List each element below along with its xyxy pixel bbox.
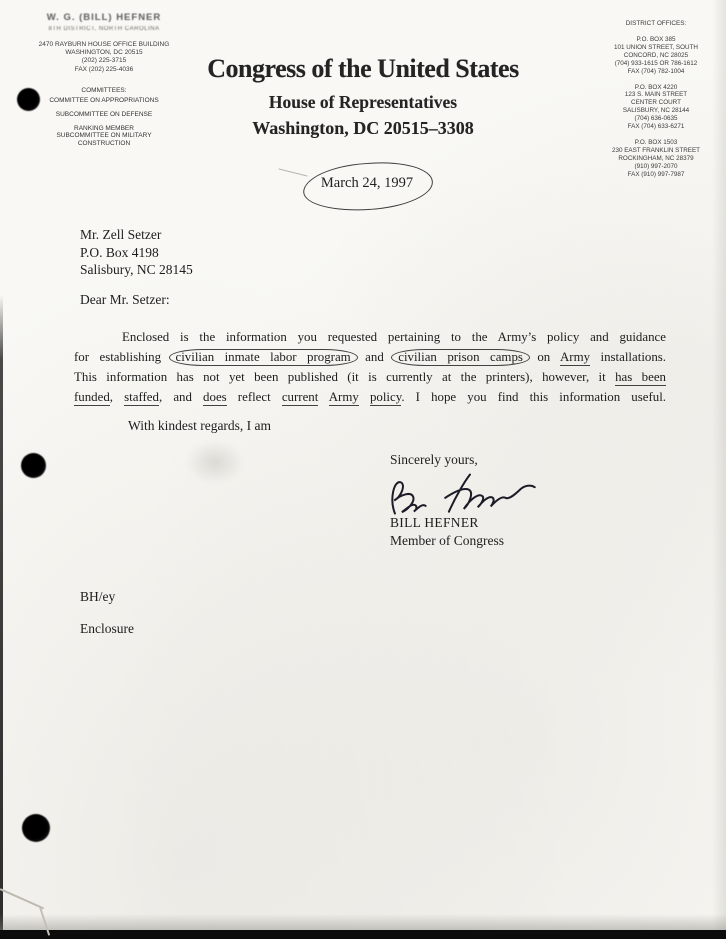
recipient-address — [80, 226, 193, 279]
body-line — [74, 327, 666, 347]
letter-date: March 24, 1997 — [320, 175, 414, 191]
member-district: 8TH DISTRICT, NORTH CAROLINA — [48, 26, 160, 32]
scan-bottom-shade — [0, 914, 726, 930]
district-office-concord — [592, 36, 720, 76]
committee-item: CONSTRUCTION — [77, 139, 131, 147]
office-line: CONCORD, NC 28025 — [623, 51, 689, 59]
office-line: (704) 636-0635 — [634, 115, 678, 123]
body-line — [74, 347, 666, 367]
address-line: WASHINGTON, DC 20515 — [65, 49, 143, 57]
body-text: installations. — [590, 350, 667, 364]
committees-heading: COMMITTEES: — [81, 86, 127, 94]
scan-bottom-edge — [0, 930, 726, 939]
date-block — [303, 163, 431, 208]
district-offices-heading: DISTRICT OFFICES: — [625, 20, 687, 27]
body-text: on — [526, 350, 560, 364]
body-text: for establishing — [74, 350, 172, 364]
office-line: (704) 933-1615 OR 786-1612 — [614, 59, 698, 67]
committee-item: SUBCOMMITTEE ON MILITARY — [56, 132, 152, 140]
enclosure-notation: Enclosure — [80, 621, 134, 636]
valediction: Sincerely yours, — [390, 452, 478, 467]
address-line: FAX (202) 225-4036 — [74, 65, 134, 73]
committees-list — [8, 87, 200, 148]
letterhead-right-column — [592, 20, 720, 179]
body-text: , — [109, 390, 125, 404]
body-line — [74, 387, 666, 407]
body-text: reflect — [226, 390, 282, 404]
punch-hole-middle — [21, 453, 46, 478]
regards-line: With kindest regards, I am — [128, 418, 272, 433]
body-text: Enclosed is the information you requested pertaining to the Army’s policy and guidance — [122, 330, 666, 344]
office-line: CENTER COURT — [631, 99, 681, 107]
body-text: . I hope you find this information useful. — [401, 390, 667, 404]
office-line: SALISBURY, NC 28144 — [622, 107, 690, 115]
recipient-line: P.O. Box 4198 — [80, 244, 159, 260]
scan-left-edge — [0, 295, 3, 939]
office-line: FAX (704) 782-1004 — [627, 67, 685, 75]
reference-initials: BH/ey — [80, 589, 116, 604]
committee-item: SUBCOMMITTEE ON DEFENSE — [55, 111, 153, 118]
pen-underlined-word: staffed — [124, 390, 159, 404]
office-line: P.O. BOX 4220 — [634, 83, 678, 91]
address-line: (202) 225-3715 — [81, 57, 127, 65]
body-text: , and — [158, 390, 204, 404]
letterhead-left-column — [8, 12, 200, 147]
letter-body — [74, 327, 666, 407]
masthead-address: Washington, DC 20515–3308 — [252, 118, 474, 138]
district-office-salisbury — [592, 84, 720, 131]
pen-underlined-word: funded — [74, 390, 110, 404]
office-line: P.O. BOX 1503 — [634, 138, 678, 146]
recipient-line: Mr. Zell Setzer — [80, 227, 162, 242]
body-text: and — [354, 350, 395, 364]
office-line: FAX (910) 997-7987 — [627, 170, 685, 178]
office-line: 123 S. MAIN STREET — [624, 91, 688, 99]
letterhead-masthead — [182, 54, 544, 139]
recipient-line: Salisbury, NC 28145 — [80, 262, 193, 277]
office-line: 101 UNION STREET, SOUTH — [614, 43, 698, 51]
paper-crease — [0, 888, 44, 909]
pen-circled-phrase: civilian inmate labor program — [169, 349, 358, 366]
signer-name: BILL HEFNER — [390, 515, 479, 530]
office-line: ROCKINGHAM, NC 28379 — [618, 154, 694, 162]
committee-item: RANKING MEMBER — [74, 124, 134, 132]
office-line: FAX (704) 633-6271 — [627, 123, 685, 131]
pen-underlined-word: policy — [369, 390, 402, 404]
pen-underlined-word: current — [281, 390, 319, 404]
body-text — [359, 390, 370, 404]
member-name: W. G. (BILL) HEFNER — [46, 12, 162, 23]
pen-underlined-word: does — [203, 390, 227, 404]
district-office-rockingham — [592, 139, 720, 179]
pen-underlined-word: Army — [328, 390, 359, 404]
address-line: 2470 RAYBURN HOUSE OFFICE BUILDING — [38, 41, 170, 48]
pen-circled-phrase: civilian prison camps — [391, 349, 530, 366]
office-line: 230 EAST FRANKLIN STREET — [611, 146, 701, 154]
salutation: Dear Mr. Setzer: — [80, 292, 170, 307]
body-text — [318, 390, 328, 404]
body-text: This information has not yet been published (it is currently at the printers), however, it — [74, 370, 616, 384]
masthead-title: Congress of the United States — [207, 54, 519, 83]
scan-smudge — [185, 440, 245, 485]
office-line: P.O. BOX 385 — [636, 36, 676, 43]
pen-underlined-word: Army — [559, 350, 591, 364]
body-line — [74, 367, 666, 387]
pen-underlined-word: has been — [615, 370, 666, 384]
punch-hole-bottom — [22, 814, 50, 842]
masthead-subtitle: House of Representatives — [268, 92, 458, 112]
washington-office-address — [8, 41, 200, 74]
office-line: (910) 997-2070 — [634, 162, 678, 170]
committee-item: COMMITTEE ON APPROPRIATIONS — [49, 97, 159, 105]
signer-title: Member of Congress — [390, 533, 504, 548]
